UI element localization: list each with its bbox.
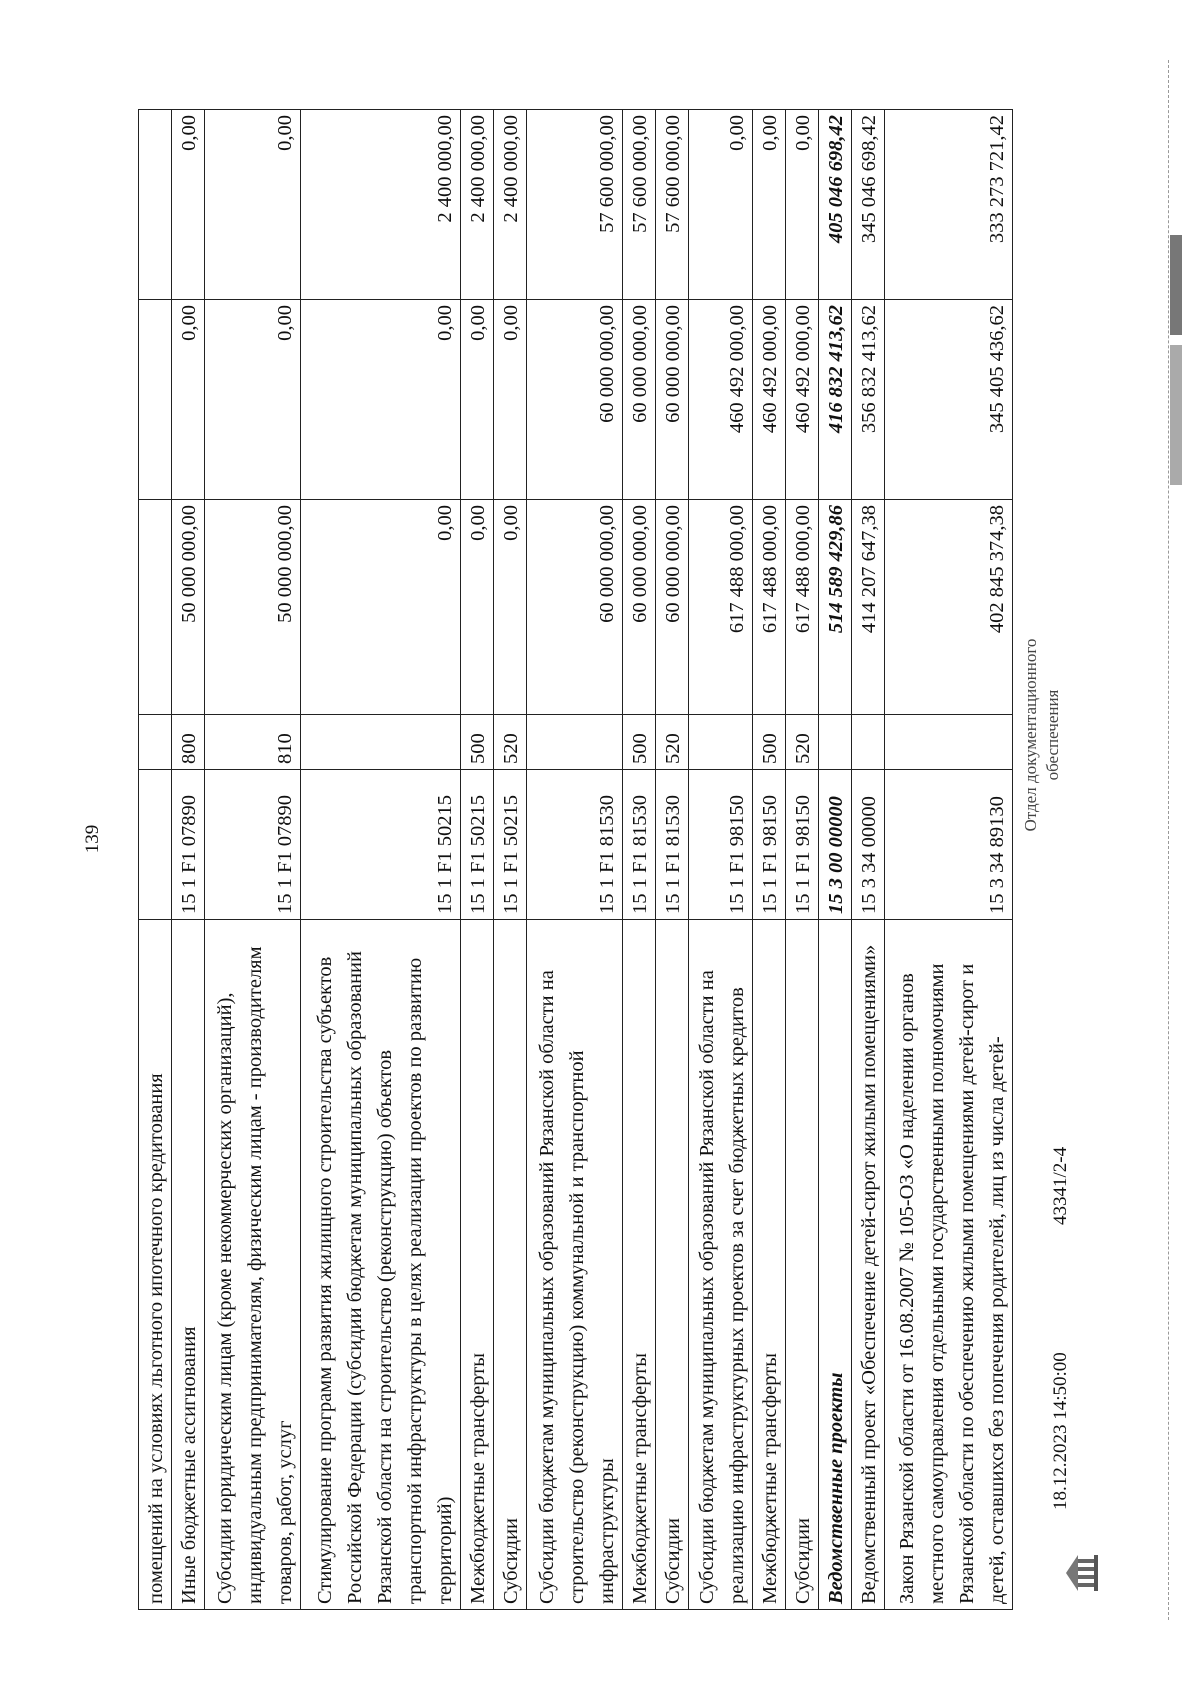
row-code: 15 1 F1 07890 (171, 770, 204, 920)
row-amount-1: 617 488 000,00 (688, 500, 753, 715)
row-amount-2: 60 000 000,00 (623, 300, 656, 500)
row-amount-1: 60 000 000,00 (526, 500, 622, 715)
row-amount-2: 460 492 000,00 (753, 300, 786, 500)
row-amount-2: 0,00 (171, 300, 204, 500)
row-expense-type (688, 715, 753, 770)
row-code: 15 3 34 00000 (851, 770, 884, 920)
table-row (526, 110, 622, 1610)
row-description: Субсидии бюджетам муниципальных образований Рязанской области на реализацию инфраструктурных проектов за счет бюджетных кредитов (688, 920, 753, 1610)
row-amount-3: 333 273 721,42 (884, 110, 1012, 300)
row-amount-1: 0,00 (461, 500, 494, 715)
row-amount-3: 57 600 000,00 (623, 110, 656, 300)
row-description: Межбюджетные трансферты (623, 920, 656, 1610)
scan-artifact-bar (1170, 345, 1182, 485)
row-description: помещений на условиях льготного ипотечного кредитования (139, 920, 172, 1610)
row-amount-2: 345 405 436,62 (884, 300, 1012, 500)
row-description: Закон Рязанской области от 16.08.2007 № 105-ОЗ «О наделении органов местного самоуправления отдельными государственными полномочиями Рязанской области по обеспечению жилыми помещениями детей-сирот и детей, оставшихся без попечения родителей, лиц из числа детей- (884, 920, 1012, 1610)
row-expense-type: 500 (623, 715, 656, 770)
row-amount-1: 514 589 429,86 (818, 500, 851, 715)
stamp-line-2: обеспечения (1043, 689, 1062, 781)
row-amount-3: 405 046 698,42 (818, 110, 851, 300)
row-description: Субсидии юридическим лицам (кроме некоммерческих организаций), индивидуальным предпринимателям, физическим лицам - производителям товаров, работ, услуг (204, 920, 300, 1610)
row-amount-2: 0,00 (204, 300, 300, 500)
row-amount-1: 0,00 (301, 500, 461, 715)
row-code: 15 3 00 00000 (818, 770, 851, 920)
row-amount-2 (139, 300, 172, 500)
row-description: Субсидии (493, 920, 526, 1610)
row-amount-2: 0,00 (461, 300, 494, 500)
row-amount-2: 60 000 000,00 (655, 300, 688, 500)
row-expense-type (139, 715, 172, 770)
row-description: Межбюджетные трансферты (753, 920, 786, 1610)
row-amount-1: 617 488 000,00 (786, 500, 819, 715)
row-code: 15 1 F1 98150 (786, 770, 819, 920)
row-amount-3: 57 600 000,00 (526, 110, 622, 300)
table-row (301, 110, 461, 1610)
scan-artifact-bar (1170, 235, 1182, 335)
table-row (655, 110, 688, 1610)
row-amount-1: 0,00 (493, 500, 526, 715)
emblem-icon (1060, 1551, 1104, 1595)
row-description: Ведомственные проекты (818, 920, 851, 1610)
footer-datetime: 18.12.2023 14:50:00 (1050, 1352, 1071, 1510)
footer-doc-code: 43341/2-4 (1050, 1146, 1071, 1225)
row-code (139, 770, 172, 920)
table-row (851, 110, 884, 1610)
table-row (204, 110, 300, 1610)
row-amount-3: 57 600 000,00 (655, 110, 688, 300)
row-amount-3: 345 046 698,42 (851, 110, 884, 300)
row-expense-type: 520 (655, 715, 688, 770)
row-amount-3: 0,00 (171, 110, 204, 300)
row-code: 15 1 F1 98150 (753, 770, 786, 920)
row-amount-3: 2 400 000,00 (461, 110, 494, 300)
row-code: 15 1 F1 81530 (623, 770, 656, 920)
row-description: Ведомственный проект «Обеспечение детей-сирот жилыми помещениями» (851, 920, 884, 1610)
row-amount-3: 2 400 000,00 (301, 110, 461, 300)
row-description: Субсидии бюджетам муниципальных образований Рязанской области на строительство (реконструкцию) коммунальной и транспортной инфраструктуры (526, 920, 622, 1610)
department-stamp (1020, 605, 1064, 865)
row-code: 15 1 F1 81530 (526, 770, 622, 920)
row-amount-3 (139, 110, 172, 300)
row-description: Иные бюджетные ассигнования (171, 920, 204, 1610)
table-row (461, 110, 494, 1610)
table-row (688, 110, 753, 1610)
row-expense-type (818, 715, 851, 770)
row-amount-1: 402 845 374,38 (884, 500, 1012, 715)
row-amount-2: 0,00 (493, 300, 526, 500)
row-amount-2: 460 492 000,00 (688, 300, 753, 500)
row-code: 15 1 F1 50215 (493, 770, 526, 920)
table-row (623, 110, 656, 1610)
row-amount-2: 356 832 413,62 (851, 300, 884, 500)
row-code: 15 3 34 89130 (884, 770, 1012, 920)
row-amount-1: 414 207 647,38 (851, 500, 884, 715)
row-amount-1: 50 000 000,00 (171, 500, 204, 715)
table-row (171, 110, 204, 1610)
row-expense-type (884, 715, 1012, 770)
row-expense-type: 520 (786, 715, 819, 770)
row-amount-1: 60 000 000,00 (623, 500, 656, 715)
row-amount-3: 0,00 (688, 110, 753, 300)
row-amount-1: 60 000 000,00 (655, 500, 688, 715)
row-description: Субсидии (786, 920, 819, 1610)
row-amount-3: 0,00 (204, 110, 300, 300)
table-row (139, 110, 172, 1610)
row-expense-type: 810 (204, 715, 300, 770)
row-amount-1 (139, 500, 172, 715)
row-code: 15 1 F1 50215 (301, 770, 461, 920)
page-number: 139 (82, 824, 103, 854)
row-expense-type (851, 715, 884, 770)
row-amount-1: 50 000 000,00 (204, 500, 300, 715)
table-row (753, 110, 786, 1610)
row-amount-3: 0,00 (753, 110, 786, 300)
row-code: 15 1 F1 50215 (461, 770, 494, 920)
row-amount-2: 416 832 413,62 (818, 300, 851, 500)
budget-table (138, 109, 1013, 1610)
row-amount-3: 0,00 (786, 110, 819, 300)
row-amount-1: 617 488 000,00 (753, 500, 786, 715)
row-expense-type: 520 (493, 715, 526, 770)
row-amount-2: 60 000 000,00 (526, 300, 622, 500)
table-row (818, 110, 851, 1610)
row-code: 15 1 F1 81530 (655, 770, 688, 920)
row-amount-2: 460 492 000,00 (786, 300, 819, 500)
budget-table-body (139, 110, 1013, 1610)
table-row (786, 110, 819, 1610)
row-expense-type: 500 (753, 715, 786, 770)
table-row (884, 110, 1012, 1610)
row-description: Субсидии (655, 920, 688, 1610)
row-amount-2: 0,00 (301, 300, 461, 500)
row-expense-type (526, 715, 622, 770)
row-expense-type: 500 (461, 715, 494, 770)
row-expense-type (301, 715, 461, 770)
row-amount-3: 2 400 000,00 (493, 110, 526, 300)
row-code: 15 1 F1 07890 (204, 770, 300, 920)
table-row (493, 110, 526, 1610)
row-description: Стимулирование программ развития жилищного строительства субъектов Российской Федерации (субсидии бюджетам муниципальных образований Рязанской области на строительство (реконструкцию) объектов транспортной инфраструктуры в целях реализации проектов по развитию территорий) (301, 920, 461, 1610)
stamp-line-1: Отдел документационного (1021, 638, 1040, 832)
row-description: Межбюджетные трансферты (461, 920, 494, 1610)
row-expense-type: 800 (171, 715, 204, 770)
row-code: 15 1 F1 98150 (688, 770, 753, 920)
